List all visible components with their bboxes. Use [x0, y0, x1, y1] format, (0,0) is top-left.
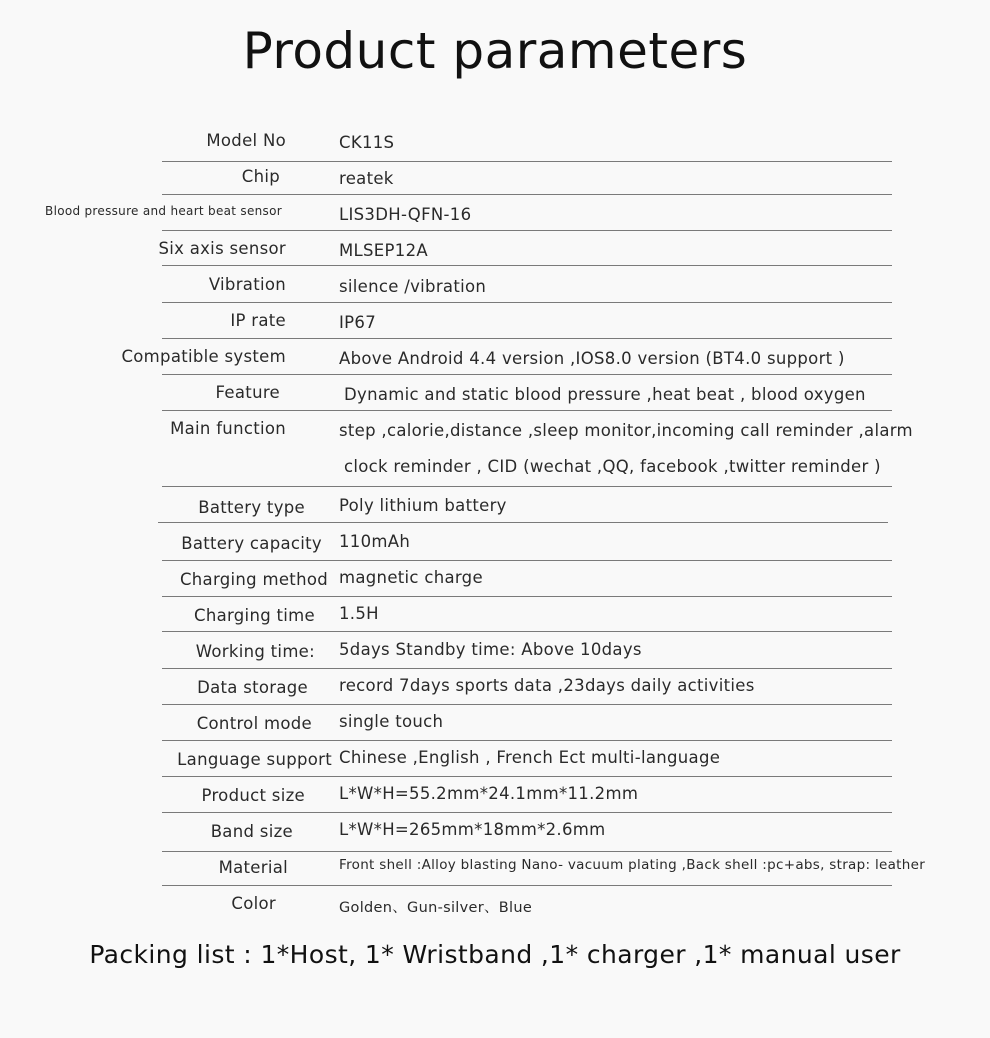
param-label: Battery capacity — [181, 534, 322, 553]
param-value-continued: clock reminder , CID (wechat ,QQ, facebook ,twitter reminder ) — [344, 457, 881, 476]
param-value: Dynamic and static blood pressure ,heat beat , blood oxygen — [344, 385, 866, 404]
param-value: record 7days sports data ,23days daily activities — [339, 676, 755, 695]
row-divider — [162, 560, 892, 561]
row-divider — [162, 885, 892, 886]
row-divider — [162, 812, 892, 813]
param-label: Material — [218, 858, 288, 877]
page-title: Product parameters — [242, 22, 748, 80]
param-value: single touch — [339, 712, 444, 731]
param-label: Blood pressure and heart beat sensor — [45, 204, 282, 218]
row-divider — [162, 194, 892, 195]
param-label: Data storage — [197, 678, 308, 697]
param-label: Model No — [206, 131, 286, 150]
param-label: Band size — [210, 822, 293, 841]
param-label: Control mode — [196, 714, 312, 733]
row-divider — [162, 486, 892, 487]
row-divider — [162, 161, 892, 162]
param-value: CK11S — [339, 133, 395, 152]
param-value: 110mAh — [339, 532, 411, 551]
row-divider — [162, 338, 892, 339]
row-divider — [162, 668, 892, 669]
param-label: Working time: — [195, 642, 315, 661]
param-value: 5days Standby time: Above 10days — [339, 640, 642, 659]
param-label: Compatible system — [121, 347, 286, 366]
param-label: Product size — [201, 786, 305, 805]
row-divider — [158, 522, 888, 523]
row-divider — [162, 230, 892, 231]
param-value: L*W*H=265mm*18mm*2.6mm — [339, 820, 606, 839]
param-label: IP rate — [230, 311, 286, 330]
row-divider — [162, 374, 892, 375]
row-divider — [162, 596, 892, 597]
param-value: silence /vibration — [339, 277, 487, 296]
param-label: Charging time — [194, 606, 315, 625]
row-divider — [162, 631, 892, 632]
param-value: MLSEP12A — [339, 241, 428, 260]
param-value: 1.5H — [339, 604, 379, 623]
param-label: Main function — [170, 419, 286, 438]
param-label: Charging method — [179, 570, 328, 589]
param-label: Language support — [177, 750, 332, 769]
row-divider — [162, 776, 892, 777]
param-value: Above Android 4.4 version ,IOS8.0 version (BT4.0 support ) — [339, 349, 845, 368]
row-divider — [162, 740, 892, 741]
param-value: magnetic charge — [339, 568, 483, 587]
param-label: Six axis sensor — [158, 239, 286, 258]
row-divider — [162, 851, 892, 852]
param-value: Poly lithium battery — [339, 496, 507, 515]
param-value: Chinese ,English , French Ect multi-language — [339, 748, 721, 767]
param-label: Chip — [241, 167, 280, 186]
param-value: IP67 — [339, 313, 377, 332]
param-value: Front shell :Alloy blasting Nano- vacuum plating ,Back shell :pc+abs, strap: leather — [339, 857, 926, 873]
row-divider — [162, 265, 892, 266]
param-value: L*W*H=55.2mm*24.1mm*11.2mm — [339, 784, 639, 803]
param-value: Golden、Gun-silver、Blue — [339, 900, 533, 916]
param-value: LIS3DH-QFN-16 — [339, 205, 472, 224]
row-divider — [162, 410, 892, 411]
param-value: reatek — [339, 169, 394, 188]
param-label: Feature — [215, 383, 280, 402]
param-label: Color — [231, 894, 276, 913]
param-label: Vibration — [208, 275, 286, 294]
row-divider — [162, 704, 892, 705]
packing-list: Packing list : 1*Host, 1* Wristband ,1* charger ,1* manual user — [89, 940, 901, 969]
param-value: step ,calorie,distance ,sleep monitor,incoming call reminder ,alarm — [339, 421, 913, 440]
param-label: Battery type — [198, 498, 305, 517]
row-divider — [162, 302, 892, 303]
